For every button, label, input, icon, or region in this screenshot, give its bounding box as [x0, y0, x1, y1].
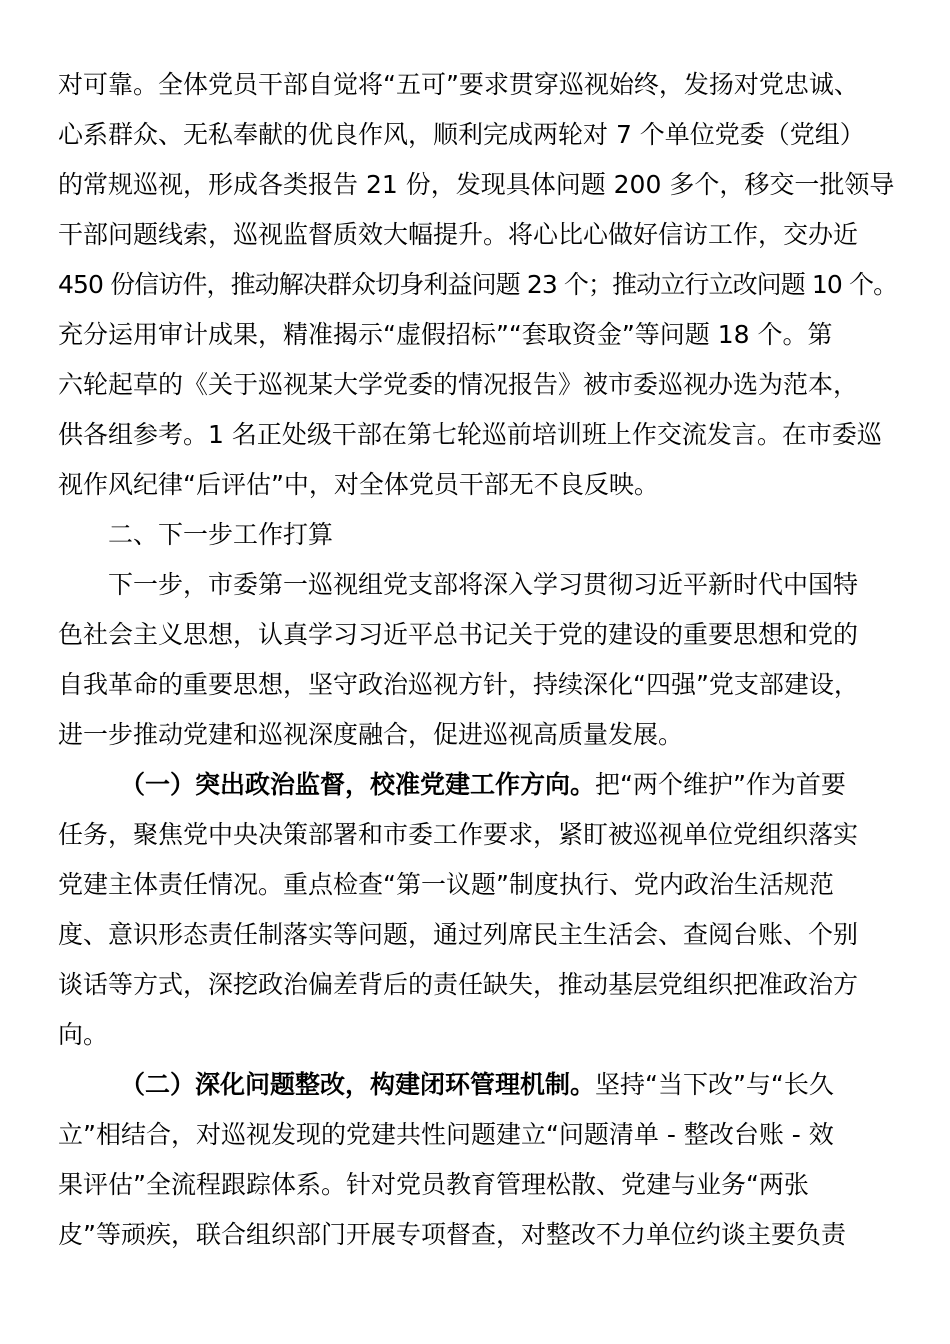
- subsection-political-supervision: [58, 760, 908, 1060]
- text-line: [58, 760, 908, 810]
- paragraph-achievements: [58, 60, 908, 510]
- paragraph-next-steps: [58, 560, 908, 760]
- subsection-title: （二）深化问题整改，构建闭环管理机制。: [120, 1070, 596, 1099]
- text-line: 干部问题线索，巡视监督质效大幅提升。将心比心做好信访工作，交办近: [58, 220, 859, 249]
- text-line: 对可靠。全体党员干部自觉将“五可”要求贯穿巡视始终，发扬对党忠诚、: [58, 70, 859, 99]
- subsection-lead-text: 把“两个维护”作为首要: [595, 770, 846, 799]
- text-line: 党建主体责任情况。重点检查“第一议题”制度执行、党内政治生活规范: [58, 870, 834, 899]
- text-line: 的常规巡视，形成各类报告 21 份，发现具体问题 200 多个，移交一批领导: [58, 170, 895, 199]
- text-line: 谈话等方式，深挖政治偏差背后的责任缺失，推动基层党组织把准政治方: [58, 970, 859, 999]
- text-line: [58, 1060, 908, 1110]
- text-line: 视作风纪律“后评估”中，对全体党员干部无不良反映。: [58, 470, 659, 499]
- subsection-lead-text: 坚持“当下改”与“长久: [595, 1070, 834, 1099]
- text-line: 任务，聚焦党中央决策部署和市委工作要求，紧盯被巡视单位党组织落实: [58, 820, 859, 849]
- text-line: 果评估”全流程跟踪体系。针对党员教育管理松散、党建与业务“两张: [58, 1170, 809, 1199]
- text-line: 度、意识形态责任制落实等问题，通过列席民主生活会、查阅台账、个别: [58, 920, 859, 949]
- section-heading-next-steps: 二、下一步工作打算: [108, 520, 334, 549]
- text-line: 充分运用审计成果，精准揭示“虚假招标”“套取资金”等问题 18 个。第: [58, 320, 833, 349]
- text-line: 向。: [58, 1020, 109, 1049]
- text-line: 自我革命的重要思想，坚守政治巡视方针，持续深化“四强”党支部建设，: [58, 670, 859, 699]
- text-line: 进一步推动党建和巡视深度融合，促进巡视高质量发展。: [58, 720, 684, 749]
- text-line: 下一步，市委第一巡视组党支部将深入学习贯彻习近平新时代中国特: [108, 570, 859, 599]
- text-line: 供各组参考。1 名正处级干部在第七轮巡前培训班上作交流发言。在市委巡: [58, 420, 882, 449]
- text-line: 立”相结合，对巡视发现的党建共性问题建立“问题清单 - 整改台账 - 效: [58, 1120, 834, 1149]
- subsection-title: （一）突出政治监督，校准党建工作方向。: [120, 770, 596, 799]
- text-line: 心系群众、无私奉献的优良作风，顺利完成两轮对 7 个单位党委（党组）: [58, 120, 865, 149]
- document-page: [58, 60, 908, 1260]
- text-line: 色社会主义思想，认真学习习近平总书记关于党的建设的重要思想和党的: [58, 620, 859, 649]
- text-line: 六轮起草的《关于巡视某大学党委的情况报告》被市委巡视办选为范本，: [58, 370, 859, 399]
- subsection-rectification: [58, 1060, 908, 1260]
- text-line: 450 份信访件，推动解决群众切身利益问题 23 个；推动立行立改问题 10 个。: [58, 270, 898, 299]
- text-line: 皮”等顽疾，联合组织部门开展专项督查，对整改不力单位约谈主要负责: [58, 1220, 846, 1249]
